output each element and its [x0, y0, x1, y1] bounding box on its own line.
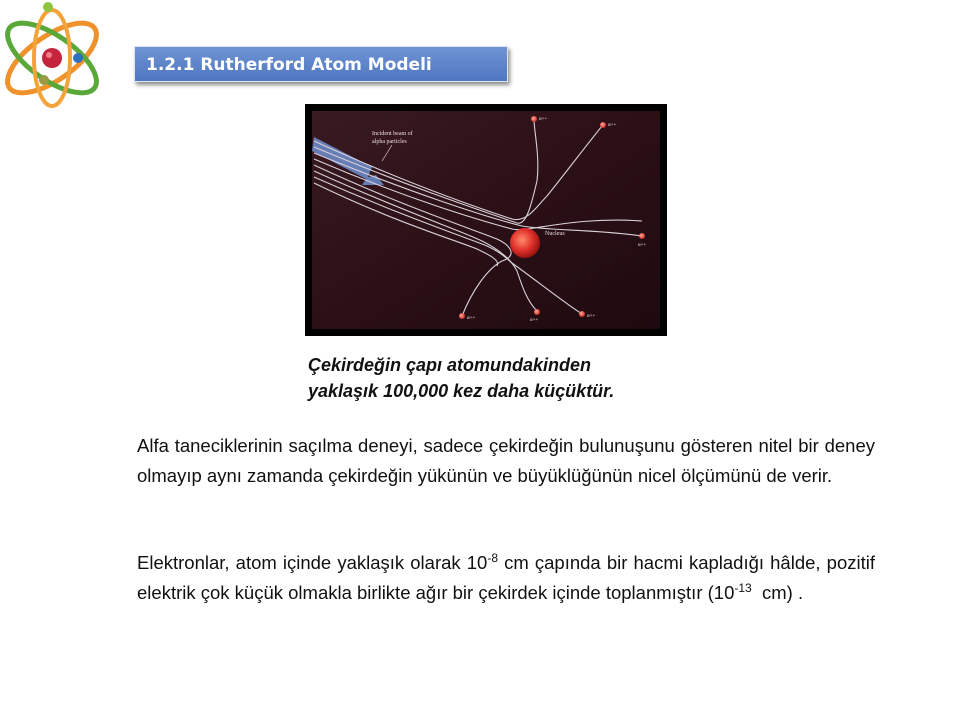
caption-line-1: Çekirdeğin çapı atomundakinden	[308, 355, 592, 375]
alpha-particle	[531, 116, 537, 122]
nucleus-label: Nucleus	[545, 231, 565, 237]
paragraph-alpha-scattering: Alfa taneciklerinin saçılma deneyi, sadece çekirdeğin bulunuşunu gösteren nitel bir deney olmayıp aynı zamanda çekirdeğin yükünün ve büyüklüğünün nicel ölçümünü de verir.	[137, 435, 875, 486]
alpha-particle	[600, 122, 606, 128]
paragraph-electrons	[137, 548, 875, 608]
paragraph-electrons-part1: Elektronlar, atom içinde yaklaşık olarak 10	[137, 552, 488, 573]
caption-line-2: yaklaşık 100,000 kez daha küçüktür.	[308, 381, 615, 401]
alpha-label: α++	[467, 316, 476, 321]
paragraph-electrons-part3: cm) .	[751, 582, 804, 603]
beam-label-line2: alpha particles	[372, 139, 407, 145]
alpha-particle	[459, 313, 465, 319]
exponent-atom-size: -8	[487, 550, 499, 565]
atom-logo-icon	[0, 0, 110, 125]
alpha-label: α++	[530, 318, 539, 323]
alpha-label: α++	[638, 243, 647, 248]
alpha-particle	[579, 311, 585, 317]
slide-title: 1.2.1 Rutherford Atom Modeli	[134, 46, 508, 82]
alpha-label: α++	[587, 314, 596, 319]
exponent-nucleus-size: -13	[734, 580, 752, 595]
beam-label-line1: Incident beam of	[372, 131, 413, 137]
alpha-label: α++	[608, 123, 617, 128]
alpha-particle	[639, 233, 645, 239]
alpha-label: α++	[539, 117, 548, 122]
paragraph-electrons-part2: cm çapında bir hacmi kapladığı hâlde, pozitif elektrik çok küçük olmakla birlikte ağır bir çekirdek içinde toplanmıştır (10	[137, 552, 875, 603]
alpha-particle	[534, 309, 540, 315]
nucleus	[510, 228, 540, 258]
scattering-diagram	[305, 104, 667, 336]
diagram-caption	[308, 352, 748, 404]
